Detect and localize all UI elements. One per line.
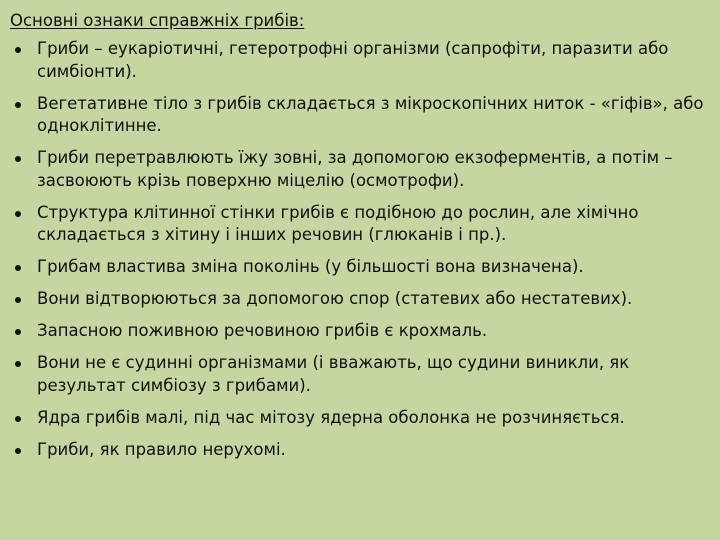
- list-item: [10, 407, 708, 430]
- list-item-text: Вони не є судинні організмами (і вважають, що судини виникли, як результат симбіозу з грибами).: [37, 353, 630, 395]
- list-item: [10, 38, 708, 83]
- bullet-icon: [10, 288, 37, 311]
- bullet-icon: [10, 439, 37, 462]
- list-item-text: Гриби, як правило нерухомі.: [37, 439, 286, 459]
- list-item-text: Гриби – еукаріотичні, гетеротрофні організми (сапрофіти, паразити або симбіонти).: [37, 39, 669, 81]
- bullet-icon: [10, 352, 37, 375]
- bullet-icon: [10, 256, 37, 279]
- list-item-text: Запасною поживною речовиною грибів є крохмаль.: [37, 321, 488, 340]
- list-item: [10, 202, 708, 247]
- bullet-icon: [10, 38, 37, 61]
- slide-title: Основні ознаки справжніх грибів:: [10, 11, 305, 30]
- list-item-text: Ядра грибів малі, під час мітозу ядерна оболонка не розчиняється.: [37, 407, 625, 427]
- bullet-icon: [10, 93, 37, 116]
- list-item-text: Вони відтворюються за допомогою спор (статевих або нестатевих).: [37, 289, 633, 308]
- list-item: [10, 352, 708, 397]
- list-item-text: Грибам властива зміна поколінь (у більшості вона визначена).: [37, 257, 584, 276]
- bullet-icon: [10, 147, 37, 170]
- list-item: [10, 288, 708, 311]
- list-item-text: Структура клітинної стінки грибів є подібною до рослин, але хімічно складається з хітину і інших речовин (глюканів і пр.).: [37, 202, 639, 244]
- list-item: [10, 93, 708, 138]
- bullet-icon: [10, 202, 37, 225]
- list-item-text: Гриби перетравлюють їжу зовні, за допомогою екзоферментів, а потім – засвоюють крізь поверхню міцелію (осмотрофи).: [37, 148, 673, 190]
- list-item-text: Вегетативне тіло з грибів складається з мікроскопічних ниток - «гіфів», або одноклітинне.: [37, 93, 704, 135]
- list-item: [10, 147, 708, 192]
- list-item: [10, 439, 708, 462]
- bullet-icon: [10, 320, 37, 343]
- list-item: [10, 256, 708, 279]
- facts-list: [10, 38, 708, 461]
- bullet-icon: [10, 407, 37, 430]
- list-item: [10, 320, 708, 343]
